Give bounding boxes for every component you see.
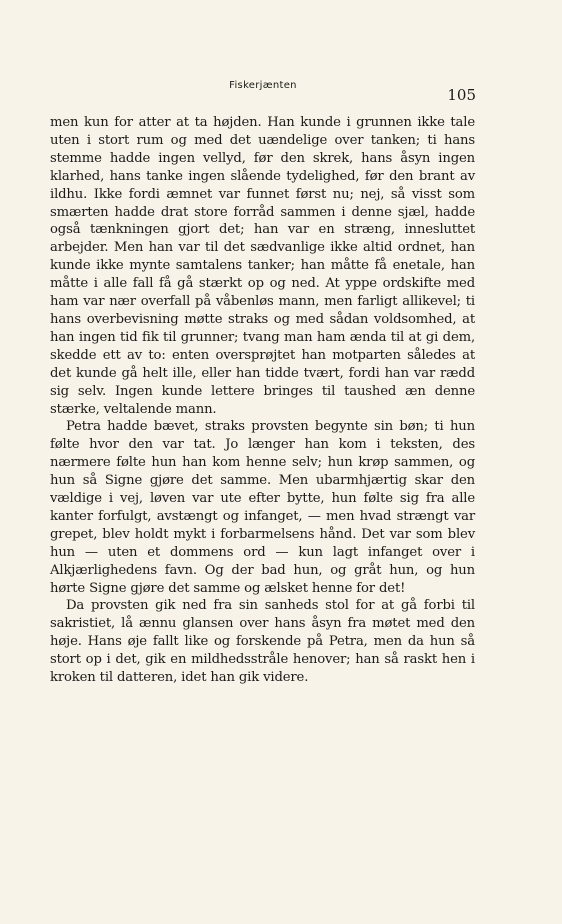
page-number: 105 [447, 86, 476, 104]
body-text [50, 114, 475, 687]
running-title: Fiskerjænten [229, 80, 297, 91]
paragraph-3: Da provsten gik ned fra sin sanheds stol for at gå forbi til sakristiet, lå ænnu glansen over hans åsyn fra møtet med den høje. Hans øje fallt like og forskende på Petra, men da hun så stort op i det, gik en mildhedsstråle henover; han så raskt hen i kroken til datteren, idet han gik videre. [50, 598, 475, 686]
paragraph-2: Petra hadde bævet, straks provsten begynte sin bøn; ti hun følte hvor den var tat. Jo længer han kom i teksten, des nærmere følte hun han kom henne selv; hun krøp sammen, og hun så Signe gjøre det samme. Men ubarmhjærtig skar den vældige i vej, løven var ute efter bytte, hun følte sig fra alle kanter forfulgt, avstængt og infanget, — men hvad strængt var grepet, blev holdt mykt i forbarmelsens hånd. Det var som blev hun — uten et dommens ord — kun lagt infanget over i Alkjærlighedens favn. Og der bad hun, og gråt hun, og hun hørte Signe gjøre det samme og ælsket henne for det! [50, 419, 475, 596]
running-head [50, 80, 476, 104]
paragraph-1: men kun for atter at ta højden. Han kunde i grunnen ikke tale uten i stort rum og med det uændelige over tanken; ti hans stemme hadde ingen vellyd, før den skrek, hans åsyn ingen klarhed, hans tanke ingen slående tydelighed, før den brant av ildhu. Ikke fordi æmnet var funnet først nu; nej, så visst som smærten hadde drat store forråd sammen i denne sjæl, hadde også tænkningen gjort det; han var en stræng, innesluttet arbejder. Men han var til det sædvanlige ikke altid ordnet, han kunde ikke mynte samtalens tanker; han måtte få enetale, han måtte i alle fall få gå stærkt op og ned. At yppe ordskifte med ham var nær overfall på våbenløs mann, men farligt allikevel; ti hans overbevisning møtte straks og med sådan voldsomhed, at han ingen tid fik til grunner; tvang man ham ænda til at gi dem, skedde ett av to: enten oversprøjtet han motparten således at det kunde gå helt ille, eller han tidde tvært, fordi han var rædd sig selv. Ingen kunde lettere bringes til taushed æn denne stærke, veltalende mann. [50, 115, 475, 417]
